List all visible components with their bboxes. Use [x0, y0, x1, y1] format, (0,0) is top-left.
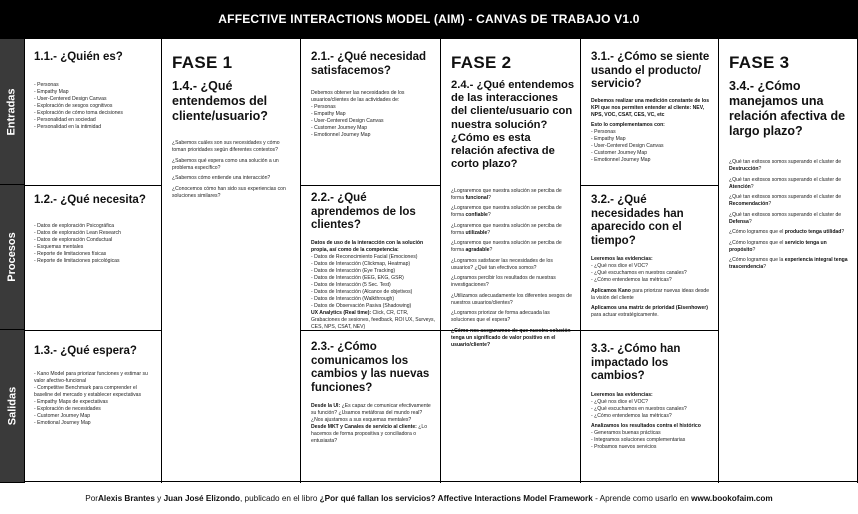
list-item: - Empathy Map	[591, 136, 713, 143]
question-text: ?	[487, 212, 491, 219]
list-item: - Datos de Observación Pasiva (Shadowing)	[311, 303, 435, 310]
list-item: - Exploración de cómo toma decisiones	[34, 110, 156, 117]
cell-title: 3.1.- ¿Cómo se siente usando el producto/ servicio?	[591, 51, 710, 91]
question-text: ¿Cómo logramos que el	[729, 239, 785, 246]
question-keyword: agradable	[465, 247, 490, 254]
cell-2-1	[311, 51, 435, 181]
question-text: ¿Lograremos que nuestra solución se perciba de forma	[451, 222, 562, 236]
list-item: - Emotional Journey Map	[34, 420, 156, 427]
column-divider	[24, 39, 25, 483]
phase-title: FASE 1	[172, 53, 233, 72]
question-keyword: Destrucción	[729, 166, 759, 173]
cell-1-1	[34, 51, 156, 181]
item-list	[591, 263, 713, 284]
list-item: - User-Centered Design Canvas	[34, 96, 156, 103]
list-item: - Personas	[34, 82, 156, 89]
question-text: ?	[487, 229, 491, 236]
list-item: - Reporte de limitaciones físicas	[34, 251, 156, 258]
list-item: - Customer Journey Map	[34, 413, 156, 420]
item-list	[311, 104, 435, 139]
column-divider	[161, 39, 162, 483]
list-item: - Emotionnel Journey Map	[591, 157, 713, 164]
question-text: ¿Sabemos cuáles son sus necesidades y cómo toman prioridades según diferentes contextos?	[172, 140, 280, 154]
question-text: ?	[841, 229, 845, 236]
cell-text	[591, 423, 713, 430]
list-item: - Datos de Interacción (Walkthrough)	[311, 296, 435, 303]
list-item: - Emotionnel Journey Map	[311, 132, 435, 139]
row-divider	[580, 330, 718, 331]
question-text: ¿Logramos priorizar de forma adecuada las soluciones que el espera?	[451, 310, 550, 324]
list-item: - User-Centered Design Canvas	[591, 143, 713, 150]
matrix-text: para actuar estratégicamente.	[591, 312, 659, 319]
list-item: - ¿Cómo entendemos las métricas?	[591, 277, 713, 284]
column-divider	[440, 39, 441, 483]
footer-credits	[0, 483, 858, 514]
list-item: - Empathy Map	[34, 89, 156, 96]
kano-text: para priorizar nuevas ideas desde la visión del cliente	[591, 287, 710, 301]
list-item: - Personalidad en la intimidad	[34, 124, 156, 131]
list-item: - Personalidad en sociedad	[34, 117, 156, 124]
question-keyword: servicio tenga un propósito	[729, 239, 827, 253]
ux-text: Click, CR, CTR, Grabaciones de sesiones, feedback, ROI UX, Surveys, CES, NPS, CSAT, NEV)	[311, 309, 436, 330]
author-name: Alexis Brantes	[98, 494, 155, 503]
row-label-salidas	[0, 330, 24, 483]
item-list	[591, 129, 713, 164]
question-text: ¿Qué tan exitosos somos superando el cluster de	[729, 176, 842, 183]
list-item: - Customer Journey Map	[591, 150, 713, 157]
list-item: - Customer Journey Map	[311, 125, 435, 132]
cell-1-2	[34, 194, 156, 326]
website-link[interactable]: www.bookofaim.com	[691, 494, 773, 503]
list-item: - ¿Qué escuchamos en nuestros canales?	[591, 270, 713, 277]
footer-text: , publicado en el libro	[240, 494, 320, 503]
item-list	[34, 223, 156, 265]
cell-title: 3.3.- ¿Cómo han impactado los cambios?	[591, 343, 681, 383]
question-text: ?	[758, 166, 762, 173]
question-text: ¿Cómo nos aseguramos de que nuestra solución tenga un significado de valor positivo en el usuario/cliente?	[451, 327, 571, 348]
cell-title: 2.2.- ¿Qué aprendemos de los clientes?	[311, 192, 416, 232]
list-item: - Personas	[591, 129, 713, 136]
list-item: - Datos de exploración Psicográfica	[34, 223, 156, 230]
cell-text	[591, 256, 713, 263]
cell-text	[311, 403, 435, 445]
row-divider	[24, 330, 161, 331]
list-item: - Reporte de limitaciones psicológicas	[34, 258, 156, 265]
footer-text: - Aprende como usarlo en	[592, 494, 692, 503]
canvas-title: AFFECTIVE INTERACTIONS MODEL (AIM) - CANVAS DE TRABAJO V1.0	[0, 0, 858, 38]
cell-text	[729, 159, 853, 271]
cell-title: 2.1.- ¿Qué necesidad satisfacemos?	[311, 51, 427, 77]
list-item: - Kano Model para priorizar funciones y estimar su valor afectivo-funcional	[34, 371, 156, 385]
ui-text: ¿Es capaz de comunicar efectivamente su función? ¿Usamos metáforas del mundo real? ¿Nos ajustamos a sus esquemas mentales?	[311, 403, 431, 424]
question-text: ?	[488, 194, 491, 201]
list-item: - Esquemas mentales	[34, 244, 156, 251]
cell-2-3	[311, 341, 435, 481]
question-text: ¿Lograremos que nuestra solución se perciba de forma	[451, 187, 562, 201]
cell-3-4	[729, 53, 853, 329]
cell-text	[172, 140, 294, 200]
list-item: - ¿Qué nos dice el VOC?	[591, 399, 713, 406]
mkt-text: ¿Lo hacemos de forma propositiva y conciliadora o entusiasta?	[311, 424, 428, 445]
question-keyword: funcional	[465, 194, 489, 201]
row-divider	[24, 185, 161, 186]
question-keyword: experiencia integral tenga trascendencia	[729, 257, 848, 271]
column-divider	[580, 39, 581, 483]
question-text: ¿Qué tan exitosos somos superando el cluster de	[729, 159, 842, 165]
list-item: - ¿Qué nos dice el VOC?	[591, 263, 713, 270]
evidence-label: Leeremos las evidencias:	[591, 256, 653, 263]
question-text: ¿Cómo logramos que la	[729, 257, 785, 264]
cell-title: 1.4.- ¿Qué entendemos del cliente/usuario?	[172, 79, 268, 123]
list-item: - Competitive Benchmark para comprender el baseline del mercado y establecer expectativas	[34, 385, 156, 399]
list-item: - Empathy Maps de expectativas	[34, 399, 156, 406]
list-item: - Personas	[311, 104, 435, 111]
question-text: ?	[752, 246, 756, 253]
item-list	[34, 371, 156, 427]
cell-3-2	[591, 194, 713, 326]
question-text: ¿Qué tan exitosos somos superando el cluster de	[729, 194, 842, 201]
list-item: - Generamos buenas prácticas	[591, 430, 713, 437]
question-text: ¿Utilizamos adecuadamente los diferentes sesgos de nuestros usuarios/clientes?	[451, 292, 572, 306]
cell-1-4	[172, 53, 294, 333]
cell-text	[591, 392, 713, 399]
list-item: - User-Centered Design Canvas	[311, 118, 435, 125]
phase-title: FASE 3	[729, 53, 790, 72]
history-label: Analizamos los resultados contra el histórico	[591, 423, 701, 430]
list-item: - Datos de Reconocimiento Facial (Emociones)	[311, 254, 435, 261]
question-keyword: utilizable	[465, 229, 488, 236]
list-item: - Probamos nuevos servicios	[591, 444, 713, 451]
cell-2-4	[451, 53, 575, 348]
question-text: ¿Cómo logramos que el	[729, 229, 785, 236]
cell-title: 1.3.- ¿Qué espera?	[34, 345, 137, 357]
footer-text: y	[154, 494, 164, 503]
complement-text: Esto lo complementamos con:	[591, 122, 665, 129]
row-label-text: Salidas	[6, 386, 18, 426]
list-item: - Datos de Interacción (EEG, EKG, GSR)	[311, 275, 435, 282]
question-keyword: Defensa	[729, 218, 749, 225]
author-name: Juan José Elizondo	[163, 494, 240, 503]
question-text: ¿Lograremos que nuestra solución se perciba de forma	[451, 205, 562, 219]
book-title: ¿Por qué fallan los servicios? Affective Interactions Model Framework	[319, 494, 593, 503]
intro-text: Datos de uso de la interacción con la solución propia, así como de la competencia:	[311, 239, 424, 253]
cell-title: 1.1.- ¿Quién es?	[34, 51, 123, 63]
item-list	[311, 254, 435, 310]
question-text: ¿Sabemos cómo entiende una interacción?	[172, 175, 271, 182]
cell-text: Debemos obtener las necesidades de los usuarios/clientes de las actividades de:	[311, 90, 405, 104]
question-text: ¿Sabemos qué espera como una solución a un problema específico?	[172, 157, 279, 171]
list-item: - Datos de Interacción (Clickmap, Heatmap)	[311, 261, 435, 268]
item-list	[34, 82, 156, 131]
cell-1-3	[34, 345, 156, 481]
ux-label: UX Analytics (Real time):	[311, 309, 372, 316]
list-item: - Exploración de necesidades	[34, 406, 156, 413]
cell-3-3	[591, 343, 713, 481]
evidence-label: Leeremos las evidencias:	[591, 391, 653, 398]
cell-text	[451, 188, 575, 349]
matrix-label: Aplicamos una matriz de prioridad (Eisenhower)	[591, 305, 708, 312]
list-item: - Integramos soluciones complementarias	[591, 437, 713, 444]
row-label-procesos	[0, 185, 24, 330]
column-divider	[718, 39, 719, 483]
question-keyword: confiable	[465, 212, 488, 219]
canvas-grid	[0, 38, 858, 482]
row-label-text: Entradas	[6, 87, 19, 136]
row-divider	[300, 185, 440, 186]
cell-title: 2.4.- ¿Qué entendemos de las interacciones del cliente/usuario con nuestra solución? ¿Cómo es esta relación afectiva de corto plazo?	[451, 79, 575, 171]
list-item: - Datos de exploración Lean Research	[34, 230, 156, 237]
question-text: ¿Qué tan exitosos somos superando el cluster de	[729, 211, 842, 218]
cell-text	[311, 240, 435, 254]
cell-title: 2.3.- ¿Cómo comunicamos los cambios y las nuevas funciones?	[311, 341, 430, 394]
question-text: ?	[748, 218, 752, 225]
list-item: - Exploración de sesgos cognitivos	[34, 103, 156, 110]
row-label-entradas	[0, 39, 24, 185]
cell-title: 1.2.- ¿Qué necesita?	[34, 194, 146, 206]
question-text: ¿Lograremos que nuestra solución se perciba de forma	[451, 240, 562, 254]
cell-3-1	[591, 51, 713, 181]
list-item: - Empathy Map	[311, 111, 435, 118]
phase-title: FASE 2	[451, 53, 512, 72]
question-text: ?	[768, 201, 772, 208]
question-keyword: Atención	[729, 183, 751, 190]
cell-title: 3.2.- ¿Qué necesidades han aparecido con el tiempo?	[591, 194, 684, 247]
question-text: ¿Conocemos cómo han sido sus experiencias con soluciones similares?	[172, 185, 286, 199]
question-text: ?	[489, 247, 493, 254]
question-keyword: Recomendación	[729, 201, 769, 208]
ux-analytics-text	[311, 310, 435, 331]
list-item: - Datos de exploración Conductual	[34, 237, 156, 244]
column-divider	[300, 39, 301, 483]
mkt-label: Desde MKT y Canales de servicio al cliente:	[311, 424, 417, 431]
ui-label: Desde la UI:	[311, 403, 341, 410]
footer-text: Por	[85, 494, 99, 503]
cell-2-2	[311, 192, 436, 330]
list-item: - ¿Cómo entendemos las métricas?	[591, 413, 713, 420]
row-divider	[580, 185, 718, 186]
list-item: - ¿Qué escuchamos en nuestros canales?	[591, 406, 713, 413]
question-text: ?	[750, 183, 754, 190]
kano-label: Aplicamos Kano	[591, 287, 631, 294]
question-text: ?	[763, 264, 767, 271]
question-text: ¿Logramos satisfacer las necesidades de los usuarios? ¿Qué tan efectivos somos?	[451, 257, 553, 271]
question-text: ¿Logramos percibir los resultados de nuestras investigaciones?	[451, 275, 556, 289]
list-item: - Datos de Interacción (Eye Tracking)	[311, 268, 435, 275]
list-item: - Datos de Interacción (Alcance de objetivos)	[311, 289, 435, 296]
item-list	[591, 430, 713, 451]
question-keyword: producto tenga utilidad	[784, 229, 842, 236]
cell-title: 3.4.- ¿Cómo manejamos una relación afectiva de largo plazo?	[729, 79, 846, 138]
row-label-text: Procesos	[6, 232, 18, 282]
list-item: - Datos de Interacción (5 Sec. Test)	[311, 282, 435, 289]
cell-text	[591, 98, 713, 130]
intro-text: Debemos realizar una medición constante de los KPI que nos permiten entender al cliente: NEV, NPS, VOC, CSAT, CES, VC, etc	[591, 97, 710, 118]
item-list	[591, 399, 713, 420]
cell-text	[591, 288, 713, 320]
